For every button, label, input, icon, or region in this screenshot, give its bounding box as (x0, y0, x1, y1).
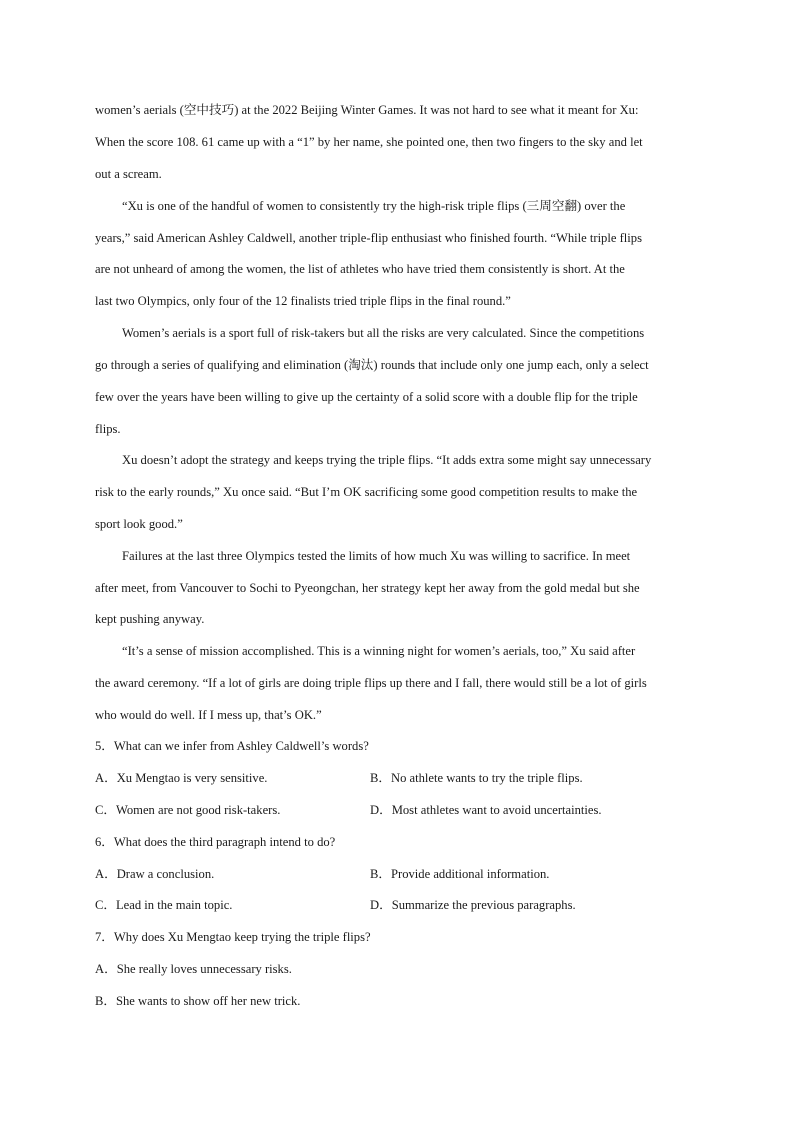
passage-line: out a scream. (95, 167, 162, 181)
question-7-option-b[interactable]: B．She wants to show off her new trick. (95, 994, 301, 1008)
question-7-stem: 7．Why does Xu Mengtao keep trying the triple flips? (95, 930, 371, 944)
question-5-option-b[interactable]: B．No athlete wants to try the triple flips. (370, 771, 583, 785)
question-5-option-a[interactable]: A．Xu Mengtao is very sensitive. (95, 771, 268, 785)
question-5-option-d[interactable]: D．Most athletes want to avoid uncertainties. (370, 803, 602, 817)
passage-line: few over the years have been willing to give up the certainty of a solid score with a double flip for the triple (95, 390, 638, 404)
passage-line: after meet, from Vancouver to Sochi to Pyeongchan, her strategy kept her away from the gold medal but she (95, 581, 640, 595)
passage-line: Xu doesn’t adopt the strategy and keeps trying the triple flips. “It adds extra some might say unnecessary (122, 453, 652, 467)
question-6-option-c[interactable]: C．Lead in the main topic. (95, 898, 233, 912)
passage-line: who would do well. If I mess up, that’s OK.” (95, 708, 322, 722)
passage-line: “It’s a sense of mission accomplished. This is a winning night for women’s aerials, too,” Xu said after (122, 644, 636, 658)
passage-line: Failures at the last three Olympics tested the limits of how much Xu was willing to sacrifice. In meet (122, 549, 631, 563)
question-5-stem: 5．What can we infer from Ashley Caldwell’s words? (95, 739, 369, 753)
question-7-option-a[interactable]: A．She really loves unnecessary risks. (95, 962, 292, 976)
passage-line: are not unheard of among the women, the list of athletes who have tried them consistently is short. At the (95, 262, 625, 276)
passage-line: the award ceremony. “If a lot of girls are doing triple flips up there and I fall, there would still be a lot of girls (95, 676, 647, 690)
question-6-stem: 6．What does the third paragraph intend to do? (95, 835, 336, 849)
passage-line: sport look good.” (95, 517, 183, 531)
passage-line: go through a series of qualifying and elimination (淘汰) rounds that include only one jump each, only a select (95, 358, 649, 372)
passage-line: Women’s aerials is a sport full of risk-takers but all the risks are very calculated. Since the competitions (122, 326, 645, 340)
passage-line: When the score 108. 61 came up with a “1” by her name, she pointed one, then two fingers to the sky and let (95, 135, 643, 149)
passage-line: kept pushing anyway. (95, 612, 205, 626)
passage-line: flips. (95, 422, 121, 436)
passage-line: years,” said American Ashley Caldwell, another triple-flip enthusiast who finished fourth. “While triple flips (95, 231, 642, 245)
passage-line: “Xu is one of the handful of women to consistently try the high-risk triple flips (三周空翻) over the (122, 199, 626, 213)
passage-line: women’s aerials (空中技巧) at the 2022 Beijing Winter Games. It was not hard to see what it meant for Xu: (95, 103, 639, 117)
question-6-option-a[interactable]: A．Draw a conclusion. (95, 867, 215, 881)
question-6-option-d[interactable]: D．Summarize the previous paragraphs. (370, 898, 576, 912)
passage-line: risk to the early rounds,” Xu once said. “But I’m OK sacrificing some good competition results to make the (95, 485, 638, 499)
question-5-option-c[interactable]: C．Women are not good risk-takers. (95, 803, 281, 817)
question-6-option-b[interactable]: B．Provide additional information. (370, 867, 550, 881)
passage-line: last two Olympics, only four of the 12 finalists tried triple flips in the final round.” (95, 294, 511, 308)
